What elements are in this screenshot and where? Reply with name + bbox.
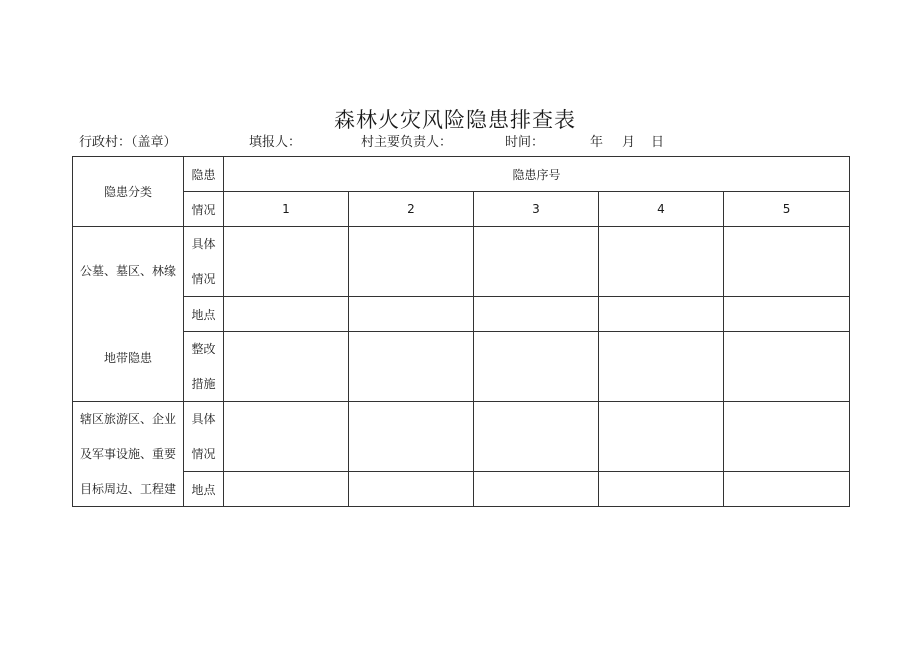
section2-category <box>73 402 184 507</box>
section1-category-line: 地带隐患 <box>103 350 152 365</box>
entry-cell[interactable] <box>474 402 599 472</box>
serial-number: 1 <box>224 192 349 227</box>
entry-cell[interactable] <box>224 227 349 297</box>
row-label-line: 具体 <box>191 237 216 252</box>
entry-cell[interactable] <box>724 402 850 472</box>
section1-specific-label <box>184 227 224 297</box>
serial-number: 5 <box>724 192 850 227</box>
entry-cell[interactable] <box>599 332 724 402</box>
time-label: 时间： <box>505 135 545 150</box>
row-label-line: 具体 <box>191 412 216 427</box>
village-head-label: 村主要负责人： <box>361 135 453 150</box>
entry-cell[interactable] <box>474 227 599 297</box>
entry-cell[interactable] <box>349 472 474 507</box>
serial-header: 隐患序号 <box>224 157 850 192</box>
month-label: 月 <box>622 135 636 150</box>
section2-category-line: 及军事设施、重要 <box>79 446 176 461</box>
hazard-inspection-table <box>72 156 850 507</box>
category-header-label: 隐患分类 <box>103 184 152 199</box>
row-label-line: 整改 <box>191 342 216 357</box>
entry-cell[interactable] <box>724 472 850 507</box>
situation-header-bottom: 情况 <box>184 192 224 227</box>
entry-cell[interactable] <box>224 472 349 507</box>
entry-cell[interactable] <box>474 297 599 332</box>
section1-location-label: 地点 <box>184 297 224 332</box>
entry-cell[interactable] <box>599 472 724 507</box>
section1-rectify-label <box>184 332 224 402</box>
section1-location-row <box>73 297 850 332</box>
entry-cell[interactable] <box>599 402 724 472</box>
year-label: 年 <box>590 135 604 150</box>
header-row-1 <box>73 157 850 192</box>
entry-cell[interactable] <box>599 227 724 297</box>
entry-cell[interactable] <box>349 332 474 402</box>
entry-cell[interactable] <box>349 402 474 472</box>
section2-location-label: 地点 <box>184 472 224 507</box>
header-row-2 <box>73 192 850 227</box>
section1-category-line: 公墓、墓区、林缘 <box>79 263 176 278</box>
day-label: 日 <box>651 135 665 150</box>
section2-location-row <box>73 472 850 507</box>
village-label: 行政村：（盖章） <box>79 135 177 150</box>
category-header <box>73 157 184 227</box>
entry-cell[interactable] <box>724 227 850 297</box>
entry-cell[interactable] <box>474 332 599 402</box>
filler-label: 填报人： <box>249 135 302 150</box>
section1-category <box>73 227 184 402</box>
entry-cell[interactable] <box>224 297 349 332</box>
entry-cell[interactable] <box>349 227 474 297</box>
section1-rectify-row <box>73 332 850 402</box>
section2-category-line: 目标周边、工程建 <box>79 481 176 496</box>
entry-cell[interactable] <box>224 402 349 472</box>
entry-cell[interactable] <box>724 297 850 332</box>
serial-number: 4 <box>599 192 724 227</box>
entry-cell[interactable] <box>599 297 724 332</box>
section2-specific-label <box>184 402 224 472</box>
section2-specific-row <box>73 402 850 472</box>
row-label-line: 措施 <box>191 376 216 391</box>
entry-cell[interactable] <box>349 297 474 332</box>
situation-header-top: 隐患 <box>184 157 224 192</box>
section2-category-line: 辖区旅游区、企业 <box>79 412 176 427</box>
entry-cell[interactable] <box>724 332 850 402</box>
row-label-line: 情况 <box>191 446 216 461</box>
serial-number: 3 <box>474 192 599 227</box>
document-title: 森林火灾风险隐患排查表 <box>334 108 576 132</box>
section1-specific-row <box>73 227 850 297</box>
entry-cell[interactable] <box>224 332 349 402</box>
entry-cell[interactable] <box>474 472 599 507</box>
row-label-line: 情况 <box>191 271 216 286</box>
serial-number: 2 <box>349 192 474 227</box>
